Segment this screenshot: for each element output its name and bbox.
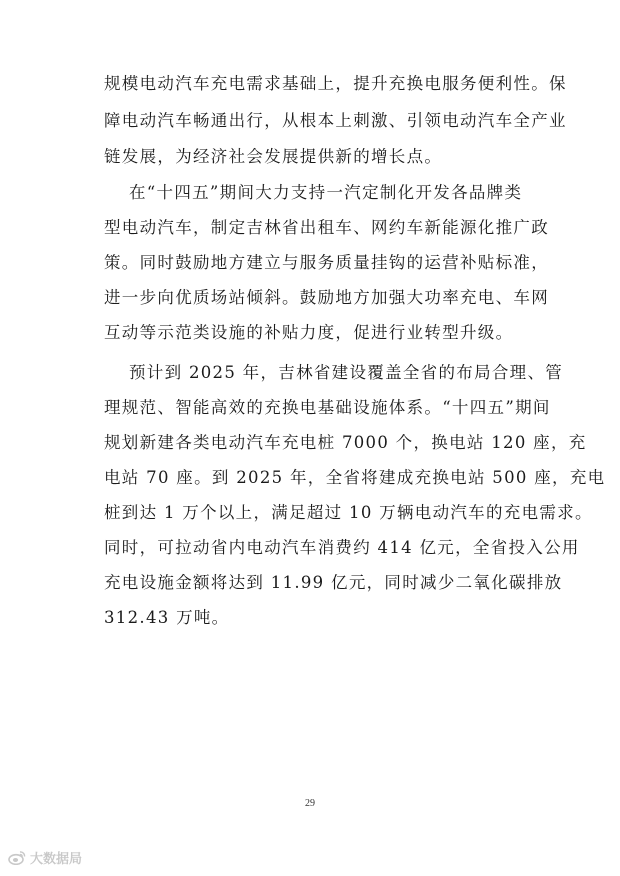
text-line: 规模电动汽车充电需求基础上，提升充换电服务便利性。保 <box>104 74 567 93</box>
watermark-text: 大数据局 <box>30 852 83 867</box>
text-line: 312.43 万吨。 <box>104 608 230 627</box>
text-line: 同时，可拉动省内电动汽车消费约 414 亿元，全省投入公用 <box>104 538 580 557</box>
text-line: 在“十四五”期间大力支持一汽定制化开发各品牌类 <box>129 183 523 202</box>
watermark <box>8 848 82 867</box>
text-line: 规划新建各类电动汽车充电桩 7000 个，换电站 120 座，充 <box>104 433 587 452</box>
weibo-icon <box>8 850 26 865</box>
text-line: 预计到 2025 年，吉林省建设覆盖全省的布局合理、管 <box>129 363 564 382</box>
text-line: 进一步向优质场站倾斜。鼓励地方加强大功率充电、车网 <box>104 288 549 307</box>
text-line: 理规范、智能高效的充换电基础设施体系。“十四五”期间 <box>104 398 551 417</box>
text-line: 充电设施金额将达到 11.99 亿元，同时减少二氧化碳排放 <box>104 573 563 592</box>
text-line: 电站 70 座。到 2025 年，全省将建成充换电站 500 座，充电 <box>104 468 606 487</box>
text-line: 障电动汽车畅通出行，从根本上刺激、引领电动汽车全产业 <box>104 111 567 130</box>
text-line: 链发展，为经济社会发展提供新的增长点。 <box>104 147 443 166</box>
text-line: 策。同时鼓励地方建立与服务质量挂钩的运营补贴标准， <box>104 253 549 272</box>
text-line: 互动等示范类设施的补贴力度，促进行业转型升级。 <box>104 323 514 342</box>
page-number: 29 <box>305 798 315 809</box>
text-line: 型电动汽车，制定吉林省出租车、网约车新能源化推广政 <box>104 218 549 237</box>
text-line: 桩到达 1 万个以上，满足超过 10 万辆电动汽车的充电需求。 <box>104 503 593 522</box>
